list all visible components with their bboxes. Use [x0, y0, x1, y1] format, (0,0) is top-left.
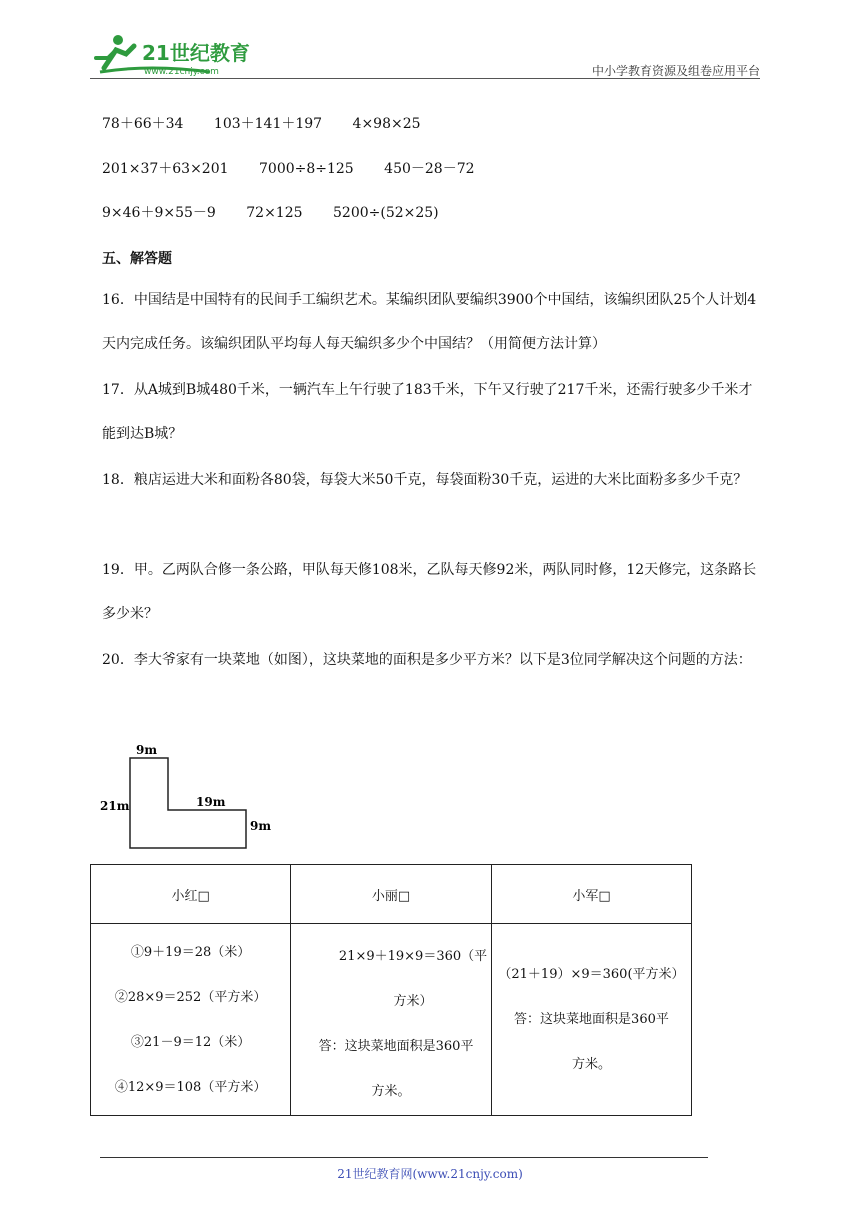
calc-expr: 78＋66＋34	[102, 116, 184, 132]
method-line: 方米）	[393, 994, 433, 1009]
label-height: 21m	[100, 799, 130, 813]
methods-table	[90, 864, 692, 1116]
problem-16: 16．中国结是中国特有的民间手工编织艺术。某编织团队要编织3900个中国结，该编织团队25个人计划4天内完成任务。该编织团队平均每人每天编织多少个中国结？（用简便方法计算）	[102, 292, 757, 352]
method-line: ①9＋19＝28（米）	[130, 945, 251, 960]
site-logo	[90, 28, 260, 78]
method-line: 21×9＋19×9＝360（平	[338, 949, 488, 964]
calc-expr: 7000÷8÷125	[259, 161, 354, 177]
method-line: （21＋19）×9＝360(平方米）	[498, 967, 685, 982]
label-bottom-height: 9m	[250, 819, 272, 833]
method-line: 方米。	[371, 1084, 411, 1099]
field-outline	[130, 758, 246, 848]
logo-url: www.21cnjy.com	[144, 67, 219, 77]
calc-expr: 450－28－72	[384, 161, 475, 177]
label-top-width: 9m	[136, 743, 158, 757]
calc-expr: 72×125	[246, 205, 303, 221]
table-row	[91, 924, 692, 1116]
header-divider	[90, 78, 760, 79]
calc-row-3	[102, 202, 465, 222]
platform-name: 中小学教育资源及组卷应用平台	[591, 64, 760, 78]
method-line: ④12×9＝108（平方米）	[114, 1080, 267, 1095]
calc-expr: 103＋141＋197	[213, 116, 323, 132]
method-line: ③21－9＝12（米）	[130, 1035, 251, 1050]
calc-expr: 4×98×25	[352, 116, 421, 132]
problem-20: 20．李大爷家有一块菜地（如图），这块菜地的面积是多少平方米？以下是3位同学解决这个问题的方法：	[102, 652, 752, 668]
problem-19: 19．甲。乙两队合修一条公路，甲队每天修108米，乙队每天修92米，两队同时修，12天修完，这条路长多少米？	[102, 562, 757, 622]
label-bottom-length: 19m	[196, 795, 226, 809]
page-header	[90, 28, 760, 80]
header-xiaojun: 小军□	[491, 865, 691, 924]
calc-expr: 5200÷(52×25)	[333, 205, 439, 221]
calc-expr: 9×46＋9×55－9	[102, 205, 216, 221]
calc-expr: 201×37＋63×201	[102, 161, 229, 177]
method-line: 答：这块菜地面积是360平	[318, 1039, 474, 1054]
problem-18: 18．粮店运进大米和面粉各80袋，每袋大米50千克，每袋面粉30千克，运进的大米比面粉多多少千克？	[102, 472, 748, 488]
field-diagram	[100, 738, 290, 853]
header-xiaohong: 小红□	[91, 865, 291, 924]
method-line: 方米。	[571, 1057, 611, 1072]
footer-text: 21世纪教育网(www.21cnjy.com)	[337, 1167, 523, 1181]
calc-row-1	[102, 113, 447, 133]
section-title: 五、解答题	[102, 251, 172, 267]
logo-text: 21世纪教育	[142, 41, 250, 65]
xiaohong-method	[91, 924, 291, 1116]
xiaojun-method	[491, 924, 691, 1116]
method-line: 答：这块菜地面积是360平	[514, 1012, 669, 1027]
problem-17: 17．从A城到B城480千米，一辆汽车上午行驶了183千米，下午又行驶了217千米，还需行驶多少千米才能到达B城？	[102, 382, 753, 442]
calc-row-2	[102, 158, 501, 178]
table-header-row	[91, 865, 692, 924]
method-line: ②28×9＝252（平方米）	[114, 990, 267, 1005]
xiaoli-method	[291, 924, 492, 1116]
footer-divider	[100, 1157, 708, 1158]
header-xiaoli: 小丽□	[291, 865, 492, 924]
